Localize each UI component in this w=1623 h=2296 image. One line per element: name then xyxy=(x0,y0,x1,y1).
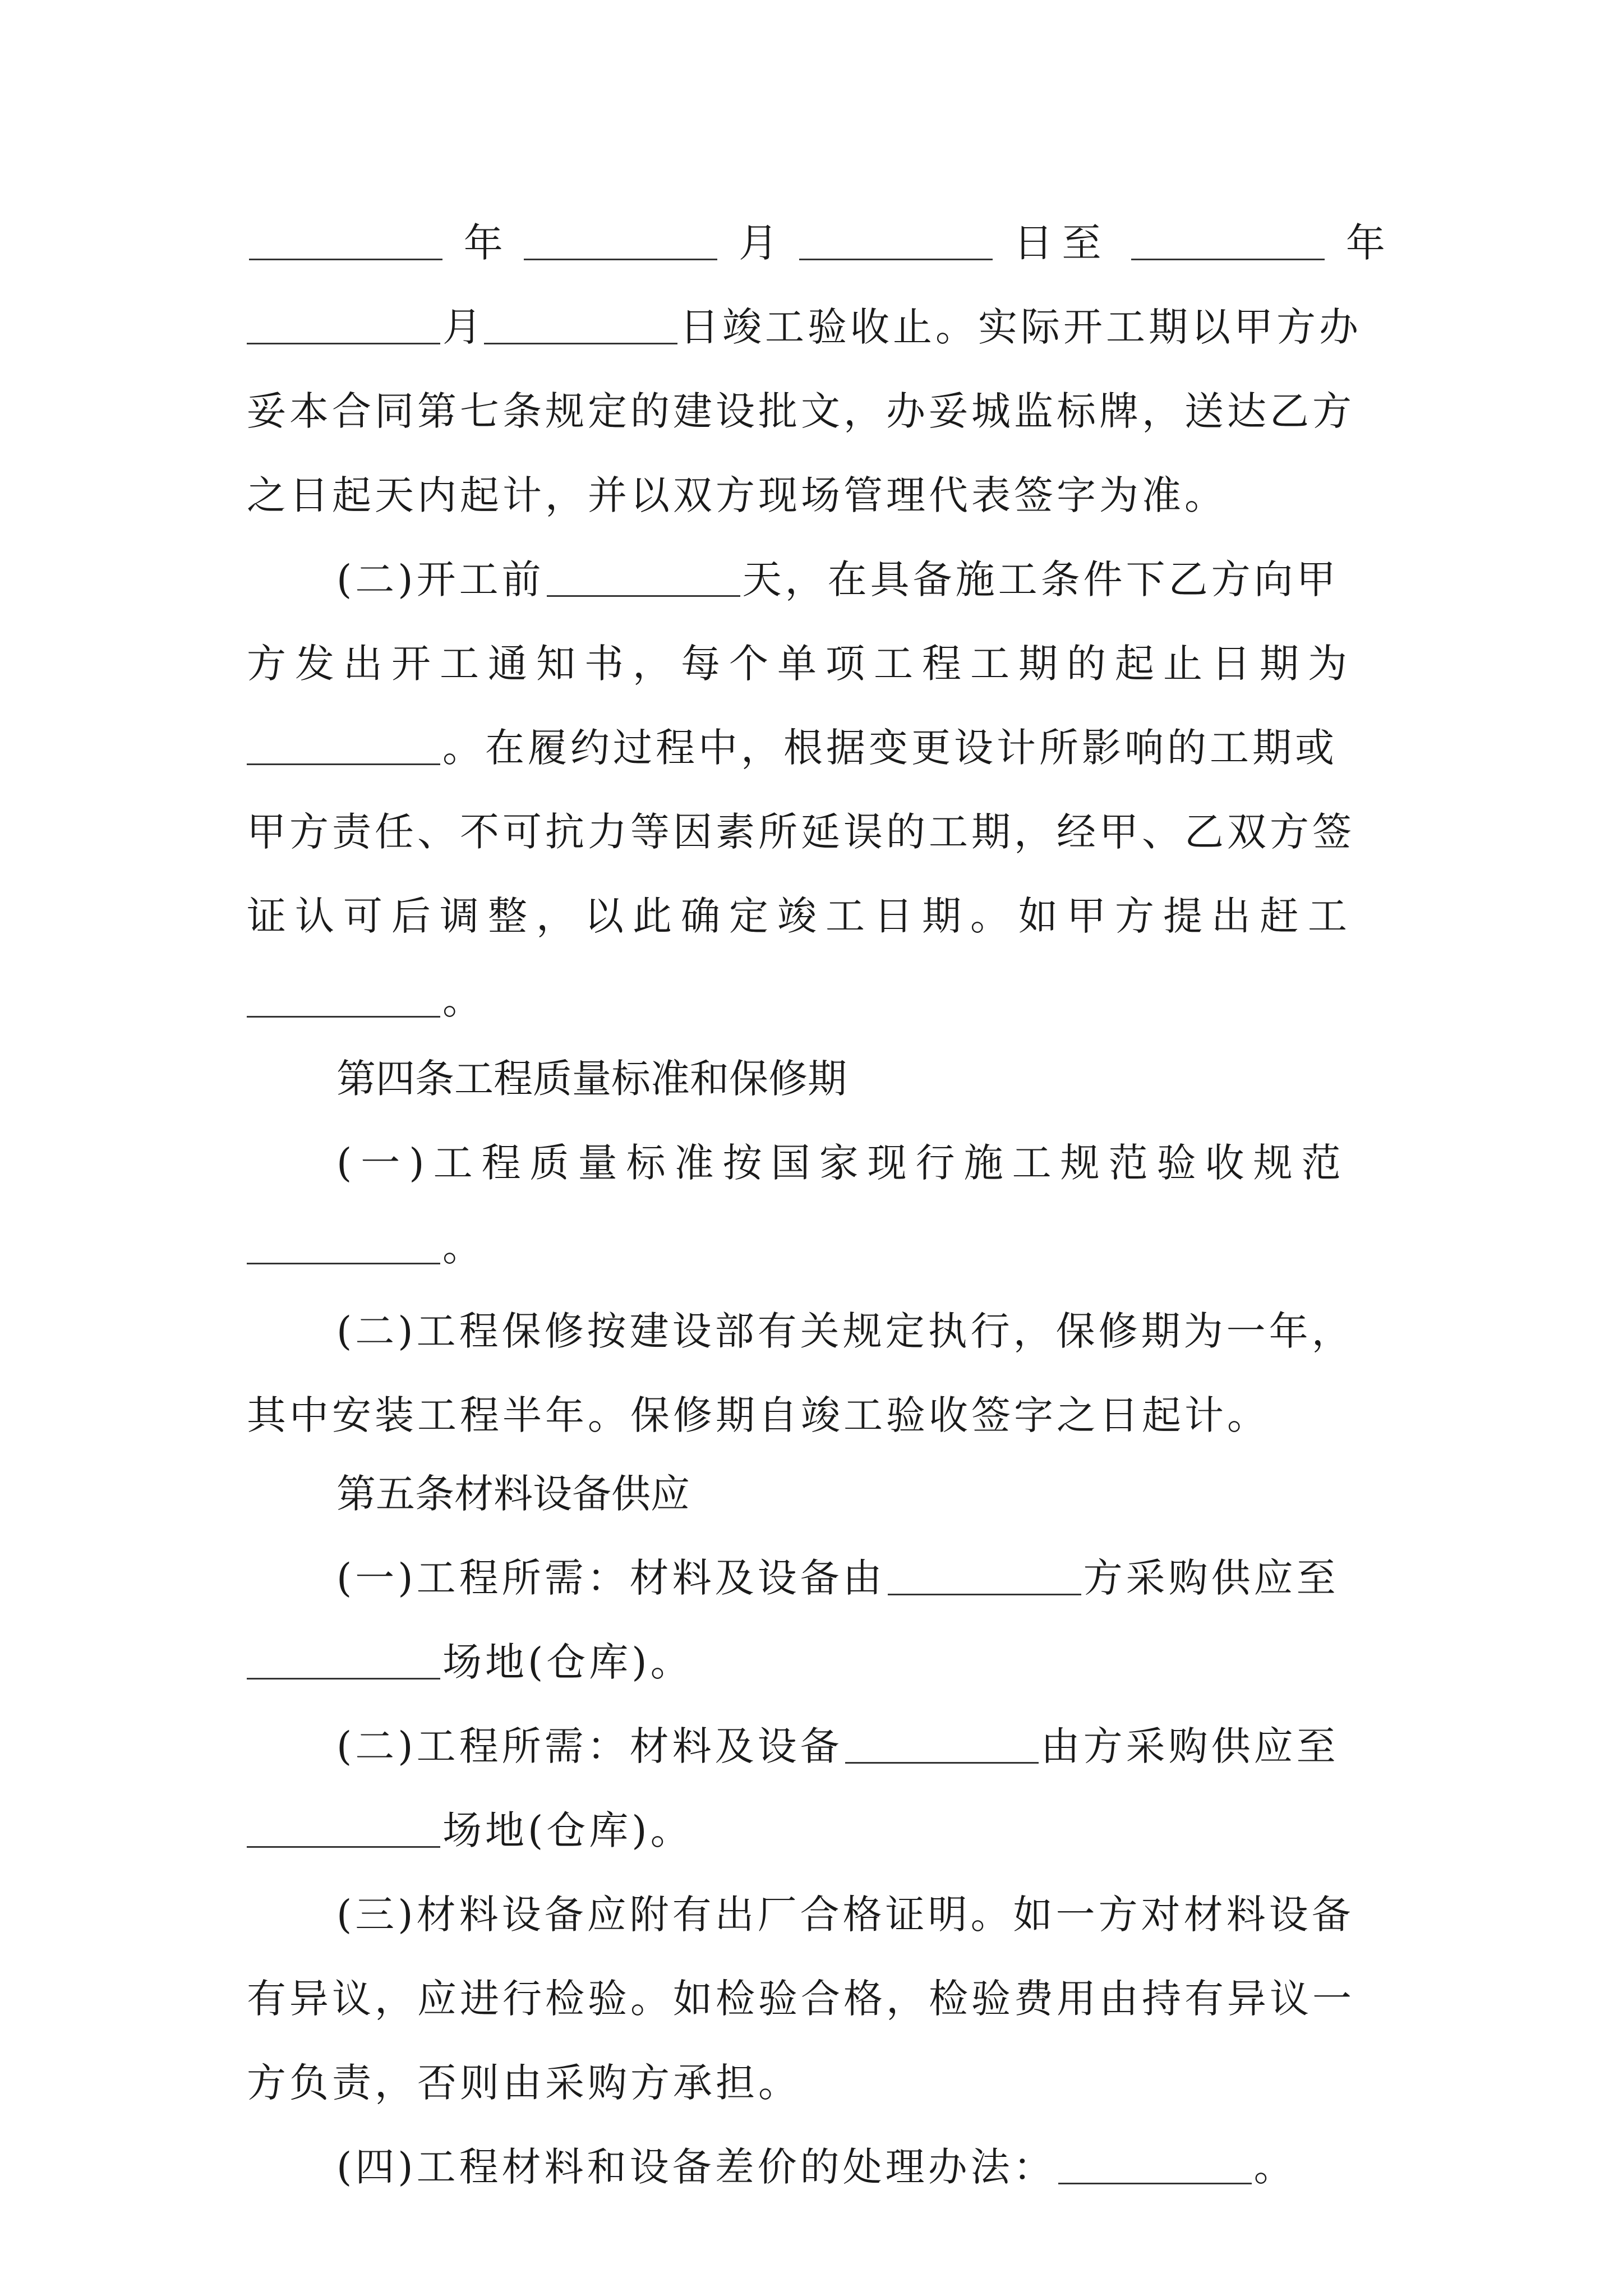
paragraph-text: 天，在具备施工条件下乙方向甲 xyxy=(742,556,1339,602)
paragraph-text: 场地(仓库)。 xyxy=(442,1639,693,1685)
paragraph-line xyxy=(336,1710,1385,1783)
clause-start-notice-line xyxy=(336,543,1385,616)
paragraph-line xyxy=(336,1126,1385,1199)
paragraph-line xyxy=(247,795,1385,868)
label-year: 年 xyxy=(463,220,503,266)
blank-rush-work xyxy=(247,977,440,1018)
paragraph-line xyxy=(247,711,1385,784)
label-month-end: 月 xyxy=(442,304,482,350)
label-day-to: 日至 xyxy=(1013,220,1110,266)
article-heading-text: 第四条工程质量标准和保修期 xyxy=(336,1056,847,1102)
paragraph-line xyxy=(247,964,1385,1037)
paragraph-text: 方采购供应至 xyxy=(1083,1555,1339,1601)
blank-end-month xyxy=(247,303,440,344)
paragraph-line xyxy=(336,1295,1385,1368)
paragraph-line xyxy=(247,1794,1385,1867)
paragraph-text: (二)开工前 xyxy=(336,556,545,602)
article-5-heading xyxy=(336,1457,1385,1530)
paragraph-text: 有异议，应进行检验。如检验合格，检验费用由持有异议一 xyxy=(247,1976,1355,2022)
paragraph-text: 场地(仓库)。 xyxy=(442,1807,693,1853)
blank-end-day xyxy=(484,303,677,344)
paragraph-text: (二)工程保修按建设部有关规定执行，保修期为一年， xyxy=(336,1308,1354,1354)
blank-start-year xyxy=(249,219,442,260)
paragraph-text: 之日起天内起计，并以双方现场管理代表签字为准。 xyxy=(247,472,1227,518)
paragraph-text: 证认可后调整，以此确定竣工日期。如甲方提出赶工 xyxy=(247,893,1356,939)
paragraph-text: (一)工程质量标准按国家现行施工规范验收规范 xyxy=(336,1140,1350,1186)
blank-start-day xyxy=(799,219,993,260)
paragraph-text: 日竣工验收止。实际开工期以甲方办 xyxy=(680,304,1362,350)
paragraph-text: 。 xyxy=(1253,2144,1293,2190)
blank-supplier-party xyxy=(888,1554,1081,1595)
label-year-end: 年 xyxy=(1345,220,1385,266)
blank-days-before-start xyxy=(547,556,740,597)
paragraph-text: 其中安装工程半年。保修期自竣工验收签字之日起计。 xyxy=(247,1392,1270,1438)
paragraph-line xyxy=(247,1962,1385,2035)
paragraph-line xyxy=(247,459,1385,532)
end-date-line xyxy=(247,291,1385,364)
paragraph-line xyxy=(247,1211,1385,1283)
paragraph-line xyxy=(336,1542,1385,1614)
paragraph-text: (二)工程所需：材料及设备 xyxy=(336,1723,843,1769)
article-4-heading xyxy=(336,1042,1385,1115)
paragraph-line xyxy=(336,2131,1385,2203)
paragraph-text: 甲方责任、不可抗力等因素所延误的工期，经甲、乙双方签 xyxy=(247,809,1355,855)
paragraph-text: (四)工程材料和设备差价的处理办法： xyxy=(336,2144,1056,2190)
article-heading-text: 第五条材料设备供应 xyxy=(336,1471,690,1517)
paragraph-text: 。 xyxy=(442,1224,482,1270)
paragraph-text: 由方采购供应至 xyxy=(1040,1723,1339,1769)
paragraph-text: 方负责，否则由采购方承担。 xyxy=(247,2060,801,2106)
blank-start-month xyxy=(524,219,717,260)
blank-delivery-site xyxy=(247,1639,440,1680)
paragraph-line xyxy=(247,1379,1385,1452)
blank-acceptance-spec xyxy=(247,1223,440,1264)
label-month: 月 xyxy=(739,220,778,266)
blank-delivery-site-2 xyxy=(247,1807,440,1848)
paragraph-text: 。在履约过程中，根据变更设计所影响的工期或 xyxy=(442,725,1338,771)
paragraph-line xyxy=(247,2046,1385,2119)
paragraph-line xyxy=(247,1626,1385,1699)
paragraph-line xyxy=(247,627,1385,700)
paragraph-line xyxy=(247,375,1385,448)
paragraph-text: 方发出开工通知书，每个单项工程工期的起止日期为 xyxy=(247,641,1356,687)
paragraph-text: (三)材料设备应附有出厂合格证明。如一方对材料设备 xyxy=(336,1892,1354,1938)
blank-end-year xyxy=(1131,219,1325,260)
paragraph-text: 妥本合同第七条规定的建设批文，办妥城监标牌，送达乙方 xyxy=(247,388,1355,434)
date-range-line xyxy=(247,206,1385,279)
paragraph-line xyxy=(247,880,1385,953)
blank-price-difference xyxy=(1058,2143,1252,2184)
blank-equipment xyxy=(845,1723,1039,1764)
paragraph-text: 。 xyxy=(442,977,482,1023)
paragraph-line xyxy=(336,1878,1385,1951)
blank-period-dates xyxy=(247,724,440,765)
paragraph-text: (一)工程所需：材料及设备由 xyxy=(336,1555,886,1601)
